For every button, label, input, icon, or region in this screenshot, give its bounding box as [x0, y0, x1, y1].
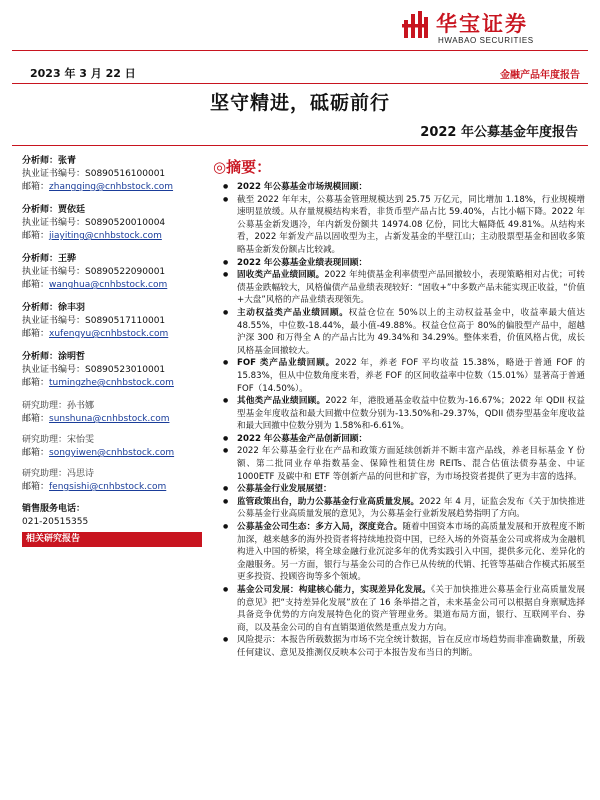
analyst-cert: 执业证书编号：S0890522090001: [22, 267, 166, 277]
assistant-name: 研究助理：孙书娜: [22, 401, 95, 411]
assistant-name: 研究助理：宋怡雯: [22, 435, 95, 445]
summary-bullet: [213, 445, 585, 483]
email-label: 邮箱：: [22, 329, 50, 339]
email-label: 邮箱：: [22, 378, 50, 388]
summary-bullet: [213, 433, 585, 446]
analyst-name: 分析师：王骅: [22, 254, 77, 264]
company-logo-icon: [402, 11, 432, 41]
bullet-heading: 监管政策出台，助力公募基金行业高质量发展。: [237, 496, 420, 507]
email-label: 邮箱：: [22, 280, 50, 290]
analyst-cert: 执业证书编号：S0890517110001: [22, 316, 166, 326]
summary-bullet: [213, 584, 585, 634]
bullet-heading: 公募基金公司生态：多方入局，深度竞合。: [237, 522, 403, 533]
bullet-heading: 2022 年公募基金市场规模回顾：: [237, 182, 368, 192]
summary-bullet: [213, 496, 585, 521]
bullet-text: 随着中国资本市场的高质量发展和开放程度不断加深，越来越多的海外投资者将持续地投资中国，已经入场的外资基金公司或将成为金融机构进入中国的桥梁，将全球金融行业沉淀多年的优秀实践引入中国，提供多元化、差异化的金融服务。另一方面，银行与基金公司的合作已从传统的代销、托管等基础合作模式拓展至更多投资、投顾咨询等多个领域。: [237, 522, 585, 583]
assistant-email-row: [22, 413, 207, 426]
logo-text: 华宝证券: [436, 12, 528, 36]
analyst-block: [22, 301, 207, 341]
bullet-text: 截至 2022 年年末，公募基金管理规模达到 25.75 万亿元，同比增加 1.18%，行业规模增速明显放缓。从存量规模结构来看，非货币型产品占比 59.40%，占比小幅下降。2022 年公募基金新发遇冷，年内新发份额共 14974.08 亿份，同比大幅降低 49.81%。从结构来看，2022 年新发产品以固收型为主，占新发基金的半壁江山；主动股票型基金和固收多策略基金新发份额占比较减。: [237, 194, 585, 255]
title-divider: [12, 145, 588, 146]
summary-section: [213, 157, 585, 660]
bullet-heading: 主动权益类产品业绩回顾。: [237, 307, 349, 318]
bullet-heading: 基金公司发展：构建核心能力，实现差异化发展。: [237, 585, 431, 595]
email-label: 邮箱：: [22, 448, 50, 458]
bullet-heading: 2022 年公募基金产品创新回顾：: [237, 433, 368, 444]
analyst-name: 分析师：贾依廷: [22, 205, 86, 215]
summary-bullet: [213, 521, 585, 584]
email-label: 邮箱：: [22, 231, 50, 241]
analyst-email-row: [22, 181, 207, 194]
summary-bullet: [213, 634, 585, 659]
header-divider: [12, 50, 588, 51]
assistant-email-row: [22, 481, 207, 494]
sales-contact: [22, 502, 207, 529]
assistant-email-link[interactable]: sunshuna@cnhbstock.com: [49, 414, 170, 424]
bullet-text: 《关于加快推进公募基金行业高质量发展的意见》把“支持差异化发展”放在了 16 条举措之首，未来基金公司可以根据自身禀赋选择具备竞争优势的方向发展特色化的资产管理业务。渠道布局方面，银行、互联网平台、券商，以及基金公司的自有直销渠道依然是重点发力方向。: [237, 585, 585, 633]
analyst-cert: 执业证书编号：S0890516100001: [22, 169, 166, 179]
analyst-email-link[interactable]: tumingzhe@cnhbstock.com: [49, 378, 174, 388]
assistant-block: [22, 467, 207, 494]
assistant-block: [22, 399, 207, 426]
logo-english: HWABAO SECURITIES: [438, 36, 534, 45]
sales-phone: 021-20515355: [22, 517, 89, 527]
analyst-email-row: [22, 377, 207, 390]
summary-bullet: [213, 357, 585, 395]
bullet-text: 风险提示：本报告所载数据为市场不完全统计数据，旨在反应市场趋势而非准确数量，所载任何建议、意见及推测仅反映本公司于本报告发布当日的判断。: [237, 635, 585, 658]
bullet-heading: 公募基金行业发展展望：: [237, 484, 332, 495]
assistant-email-link[interactable]: fengsishi@cnhbstock.com: [49, 482, 167, 492]
bullet-text: 权益仓位在 50%以上的主动权益基金中，收益率最大值达 48.55%，中位数-18.44%，最小值-49.88%。权益仓位高于 80%的偏股型产品中，超越沪深 300 和万得全 A 的产品占比为 49.34%和 34.29%。整体来看，价值风格占优，成长风格基金回撤较大。: [237, 307, 585, 356]
bullet-text: 2022 年，养老 FOF 平均收益 15.38%，略逊于普通 FOF 的 15.83%，但从中位数角度来看，养老 FOF 的区间收益率中位数（15.01%）显著高于普通 FOF（14.50%）。: [237, 358, 585, 394]
bullet-heading: 2022 年公募基金业绩表现回顾：: [237, 257, 368, 268]
related-reports-header: 相关研究报告: [22, 532, 202, 547]
analyst-block: [22, 203, 207, 243]
summary-bullet: [213, 269, 585, 307]
analyst-cert: 执业证书编号：S0890523010001: [22, 365, 166, 375]
summary-bullet: [213, 307, 585, 357]
date-divider: [12, 83, 588, 84]
report-date: 2023 年 3 月 22 日: [30, 67, 136, 80]
bullet-heading: 固收类产品业绩回顾。: [237, 270, 325, 281]
analyst-name: 分析师：张青: [22, 156, 77, 166]
analyst-block: [22, 252, 207, 292]
bullet-heading: FOF 类产品业绩回顾。: [237, 358, 335, 369]
summary-bullet: [213, 194, 585, 257]
summary-bullet: [213, 257, 585, 270]
assistant-email-row: [22, 447, 207, 460]
email-label: 邮箱：: [22, 414, 50, 424]
summary-bullet: [213, 181, 585, 194]
analyst-email-link[interactable]: jiayiting@cnhbstock.com: [49, 231, 162, 241]
bullet-text: 2022 年，港股通基金收益中位数为-16.67%；2022 年 QDII 权益型基金年度收益和最大回撤中位数分别为-13.50%和-29.37%，QDII 债券型基金年度收益和最大回撤中位数分别为 1.58%和-6.61%。: [237, 396, 585, 432]
analyst-sidebar: [22, 154, 207, 547]
analyst-email-link[interactable]: xufengyu@cnhbstock.com: [49, 329, 169, 339]
analyst-cert: 执业证书编号：S0890520010004: [22, 218, 166, 228]
assistant-name: 研究助理：冯思诗: [22, 469, 95, 479]
email-label: 邮箱：: [22, 182, 50, 192]
analyst-email-link[interactable]: zhangqing@cnhbstock.com: [49, 182, 174, 192]
company-logo: [402, 8, 582, 52]
analyst-name: 分析师：徐丰羽: [22, 303, 86, 313]
summary-bullet: [213, 483, 585, 496]
report-subtitle: 2022 年公募基金年度报告: [420, 125, 578, 140]
bullet-text: 2022 年公募基金行业在产品和政策方面延续创新并不断丰富产品线，养老目标基金 Y 份额、第二批同业存单指数基金、保障性租赁住房 REITs、混合估值法债券基金、中证 1000ETF 及碳中和 ETF 等创新产品的问世和扩容，为市场投资者提供了更为丰富的选择。: [237, 446, 585, 482]
analyst-email-row: [22, 230, 207, 243]
assistant-email-link[interactable]: songyiwen@cnhbstock.com: [49, 448, 175, 458]
bullet-text: 2022 年纯债基金利率债型产品回撤较小，表现策略相对占优；可转债基金跌幅较大，风格偏债产品业绩表现较好：“固收+”中多数产品未能实现正收益，“价值+大盘”风格的产品业绩表现领先。: [237, 270, 585, 306]
report-category: 金融产品年度报告: [500, 70, 580, 81]
page-title: 坚守精进，砥砺前行: [209, 92, 390, 114]
analyst-name: 分析师：涂明哲: [22, 352, 86, 362]
email-label: 邮箱：: [22, 482, 50, 492]
summary-bullet: [213, 395, 585, 433]
bullet-text: 2022 年 4 月，证监会发布《关于加快推进公募基金行业高质量发展的意见》，为公募基金行业新发展趋势指明了方向。: [237, 496, 585, 520]
bullet-heading: 其他类产品业绩回顾。: [237, 396, 326, 407]
analyst-block: [22, 154, 207, 194]
analyst-email-row: [22, 328, 207, 341]
analyst-block: [22, 350, 207, 390]
analyst-email-row: [22, 279, 207, 292]
analyst-email-link[interactable]: wanghua@cnhbstock.com: [49, 280, 168, 290]
sales-label: 销售服务电话：: [22, 504, 86, 514]
assistant-block: [22, 433, 207, 460]
summary-title: ◎摘要：: [213, 158, 272, 176]
